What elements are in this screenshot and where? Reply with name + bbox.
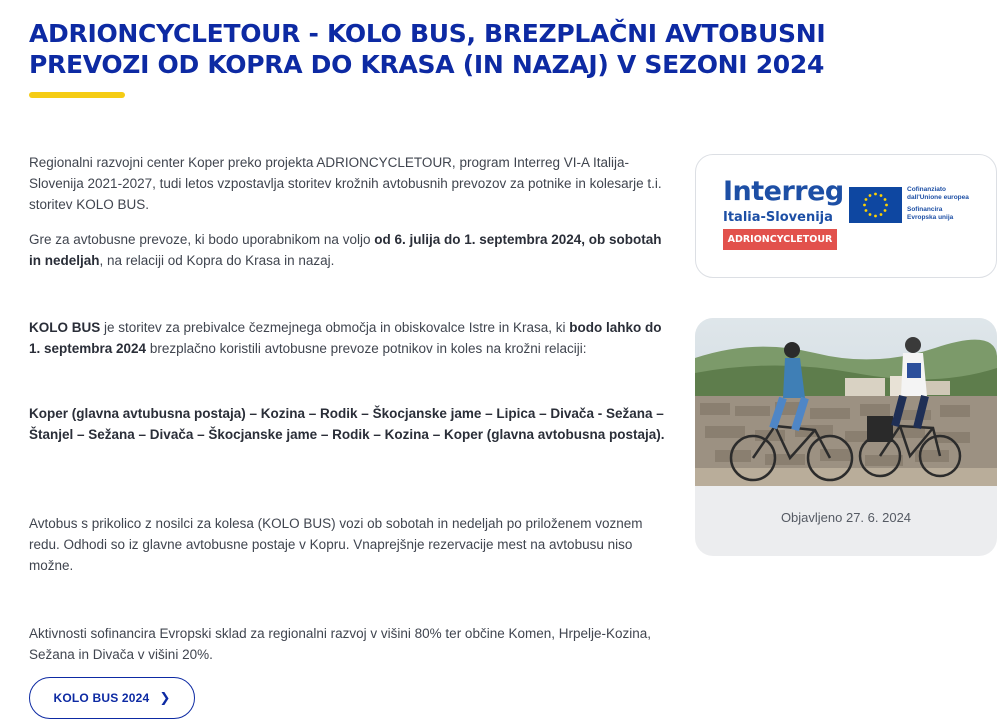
paragraph-funding: Aktivnosti sofinancira Evropski sklad za regionalni razvoj v višini 80% ter občine Komen, Hrpelje-Kozina, Sežana in Divača v višini 20%. (29, 626, 652, 662)
paragraph-service: KOLO BUS je storitev za prebivalce čezmejnega območja in obiskovalce Istre in Krasa, ki bodo lahko do 1. septembra 2024 brezplačno koristili avtobusne prevoze potnikov in koles na krožni relaciji: (29, 320, 662, 356)
interreg-logo-text: Interreg (723, 176, 844, 207)
interreg-logo-card (695, 154, 997, 278)
dates-highlight: od 6. julija do 1. septembra 2024, ob sobotah in nedeljah (29, 232, 662, 268)
cyclists-photo (695, 318, 997, 486)
chevron-right-icon: ❯ (159, 690, 171, 705)
article-image-card (695, 318, 997, 556)
program-name: Italia-Slovenija (723, 210, 833, 225)
page-title: ADRIONCYCLETOUR - KOLO BUS, BREZPLAČNI AVTOBUSNI PREVOZI OD KOPRA DO KRASA (IN NAZAJ) V SEZONI 2024 (29, 19, 826, 79)
title-accent-bar (29, 92, 125, 98)
service-name: KOLO BUS (29, 320, 101, 335)
paragraph-dates: Gre za avtobusne prevoze, ki bodo uporabnikom na voljo od 6. julija do 1. septembra 2024, ob sobotah in nedeljah, na relaciji od Kopra do Krasa in nazaj. (29, 232, 662, 268)
eu-flag-icon (849, 187, 902, 223)
paragraph-schedule: Avtobus s prikolico z nosilci za kolesa (KOLO BUS) vozi ob sobotah in nedeljah po priloženem voznem redu. Odhodi so iz glavne avtobusne postaje v Kopru. Vnaprejšnje rezervacije mest na avtobusu niso možne. (29, 516, 643, 573)
paragraph-route: Koper (glavna avtubusna postaja) – Kozina – Rodik – Škocjanske jame – Lipica – Divača - Sežana – Štanjel – Sežana – Divača – Škocjanske jame – Rodik – Kozina – Koper (glavna avtobusna postaja). (29, 406, 665, 442)
project-badge: ADRIONCYCLETOUR (723, 229, 837, 250)
kolo-bus-button-label: KOLO BUS 2024 (53, 691, 150, 705)
kolo-bus-2024-button[interactable] (29, 677, 195, 719)
deadline-highlight: bodo lahko do 1. septembra 2024 (29, 320, 662, 356)
published-date: Objavljeno 27. 6. 2024 (780, 510, 912, 525)
eu-cofinancing-text: Cofinanziato dall'Unione europea Sofinancira Evropska unija (907, 186, 969, 221)
paragraph-intro: Regionalni razvojni center Koper preko projekta ADRIONCYCLETOUR, program Interreg VI-A Italija-Slovenija 2021-2027, tudi letos vzpostavlja storitev krožnih avtobusnih prevozov za potnike in kolesarje t.i. storitev KOLO BUS. (29, 155, 662, 212)
